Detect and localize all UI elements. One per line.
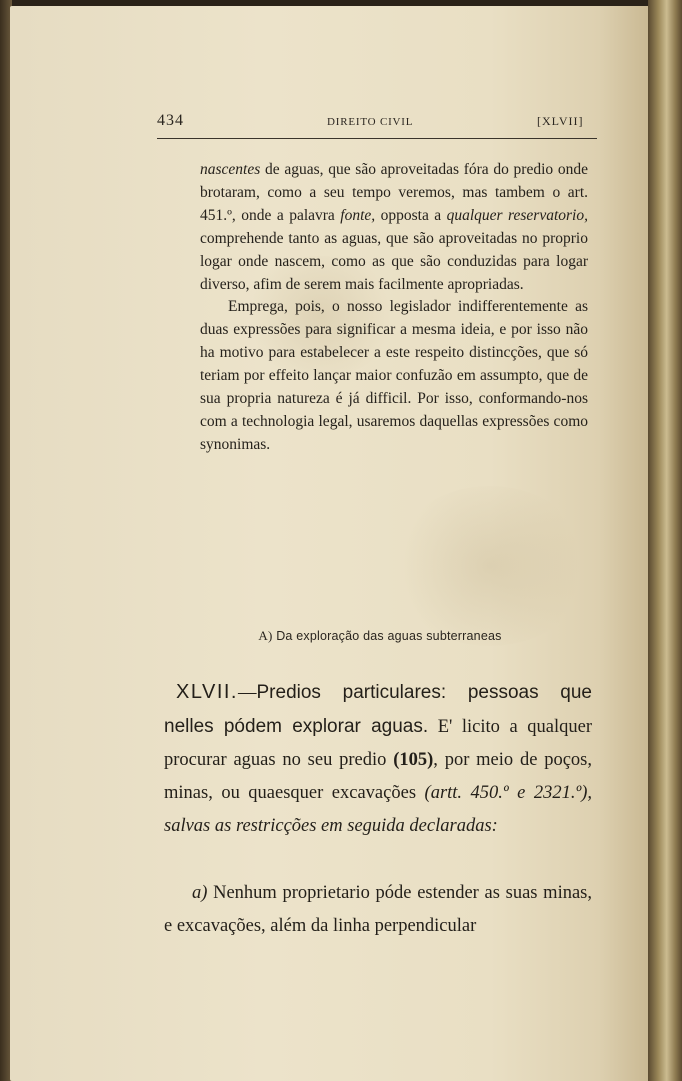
list-item-a — [164, 877, 592, 943]
paragraph: Emprega, pois, o nosso legislador indifferentemente as duas expressões para significar a mesma ideia, e por isso não ha motivo para estabelecer a este respeito distincções, que só teriam por effeito lançar maior confuzão em assumpto, que de sua propria natureza é já difficil. Por isso, conformando-nos com a technologia legal, usaremos daquellas expressões como synonimas. — [200, 298, 588, 453]
section-text: E' licito a qualquer procurar aguas no seu predio — [164, 717, 593, 770]
italic-term: fonte, — [340, 206, 376, 224]
item-marker: a) — [192, 883, 208, 903]
section-italic-text: (artt. 450.º e 2321.º), salvas as restricções em seguida declaradas: — [164, 783, 593, 836]
paper-stain — [390, 486, 590, 646]
section-text: , por meio de poços, minas, ou quaesquer excavações — [164, 750, 592, 803]
paragraph-reference: (105) — [393, 750, 434, 770]
running-title: DIREITO CIVIL — [327, 116, 414, 128]
italic-term: nascentes — [200, 161, 261, 178]
section-reference: [XLVII] — [537, 114, 584, 128]
page-number: 434 — [157, 112, 184, 129]
page-header — [157, 112, 597, 134]
adjacent-page-edge — [648, 0, 682, 1081]
subsection-heading — [160, 628, 600, 644]
paragraph-continuation: nascentes de aguas, que são aproveitadas fóra do predio onde brotaram, como a seu tempo veremos, mas tambem o art. 451.º, onde a palavra fonte, opposta a qualquer reservatorio, comprehende tanto as aguas, que são aproveitadas no proprio logar onde nascem, como as que são conduzidas para logar diverso, afim de serem mais facilmente apropriadas. — [200, 161, 588, 293]
subsection-title: Da exploração das aguas subterraneas — [272, 629, 502, 643]
header-rule — [157, 138, 597, 139]
italic-term: qualquer reservatorio, — [446, 206, 588, 224]
section-dash: — — [238, 683, 257, 703]
section-numeral: XLVII. — [176, 681, 238, 703]
subsection-marker: A) — [258, 628, 273, 643]
body-text — [200, 159, 588, 457]
section-title: Predios particulares: pessoas que nelles pódem explorar aguas. — [164, 682, 592, 737]
item-text: Nenhum proprietario póde estender as suas minas, e excavações, além da linha perpendicular — [164, 883, 592, 936]
section-xlvii — [164, 676, 592, 843]
